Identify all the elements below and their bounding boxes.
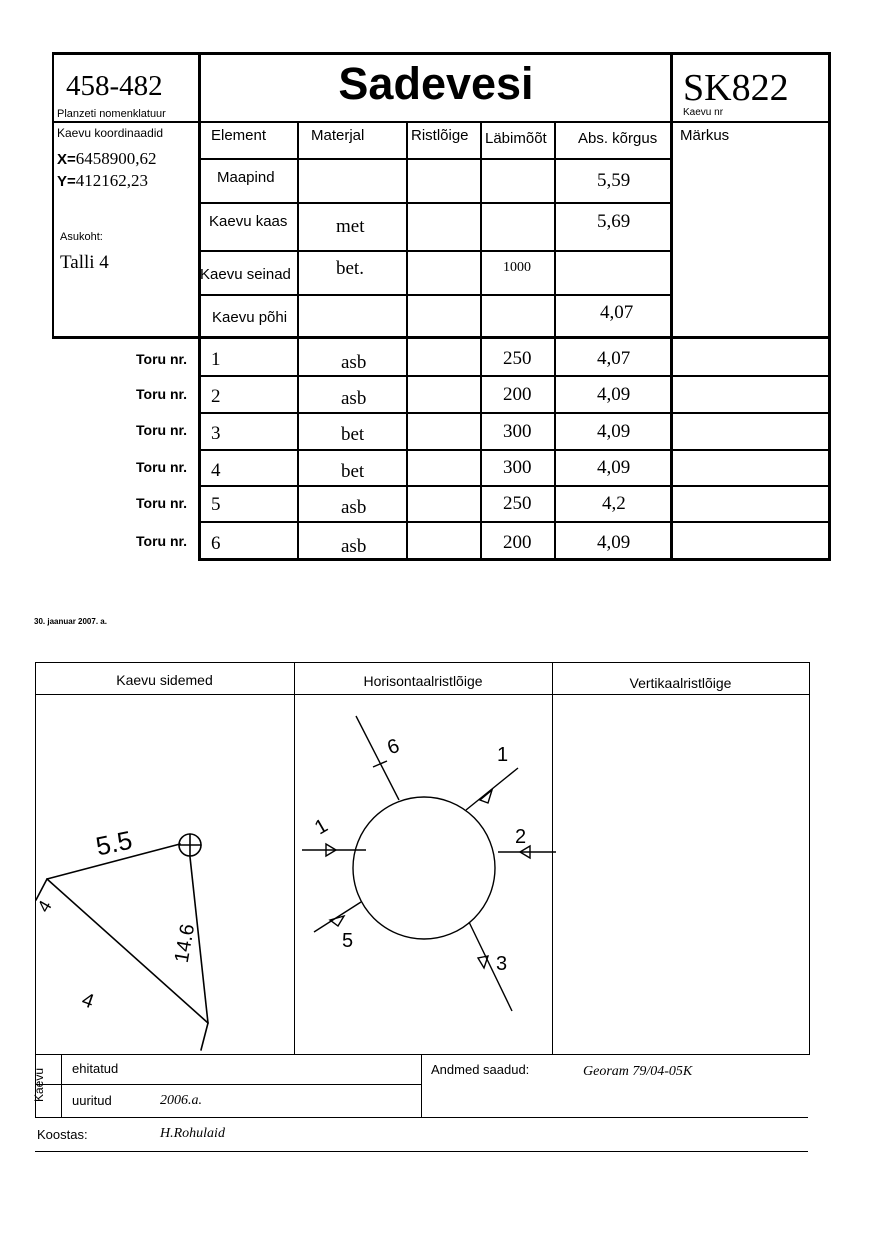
pipe-label: Toru nr. — [136, 533, 188, 549]
location-label: Asukoht: — [60, 231, 103, 243]
pipe-mark-2: 2 — [515, 826, 527, 848]
pipe-height: 4,09 — [597, 457, 631, 478]
pipe-number: 2 — [211, 386, 221, 407]
sketch-header-horizontal: Horisontaalristlõige — [363, 673, 483, 689]
pipe-number: 5 — [211, 494, 221, 515]
pipe-label: Toru nr. — [136, 351, 188, 367]
y-value: 412162,23 — [75, 171, 149, 190]
well-number: SK822 — [683, 67, 789, 109]
pipe-diameter: 200 — [503, 532, 532, 553]
pipe-material: asb — [341, 352, 367, 373]
sketch-header-vertical: Vertikaalristlõige — [629, 675, 732, 691]
pipe-number: 6 — [211, 533, 221, 554]
element-height: 5,69 — [597, 211, 631, 232]
pipe-height: 4,07 — [597, 348, 631, 369]
surveyed-label: uuritud — [72, 1093, 112, 1108]
coordinates-label: Kaevu koordinaadid — [57, 126, 164, 140]
pipe-height: 4,09 — [597, 384, 631, 405]
pipe-material: bet — [341, 461, 365, 482]
document-date: 30. jaanuar 2007. a. — [34, 617, 107, 626]
pipe-label: Toru nr. — [136, 422, 188, 438]
element-height: 5,59 — [597, 170, 631, 191]
x-label: X= — [57, 151, 76, 168]
y-label: Y= — [57, 173, 76, 190]
element-row-label: Kaevu kaas — [209, 213, 288, 230]
element-material: met — [336, 216, 365, 237]
pipe-material: bet — [341, 424, 365, 445]
pipe-diameter: 300 — [503, 421, 532, 442]
sketch-header-connections: Kaevu sidemed — [116, 672, 213, 688]
nomenclature-label: Planzeti nomenklatuur — [57, 108, 166, 120]
data-source-label: Andmed saadud: — [431, 1062, 530, 1077]
col-diameter: Läbimõõt — [485, 130, 547, 147]
element-row-label: Maapind — [217, 169, 275, 186]
col-element: Element — [211, 127, 267, 144]
element-material: bet. — [336, 258, 364, 279]
col-remarks: Märkus — [680, 127, 730, 144]
element-height: 4,07 — [600, 302, 634, 323]
element-diameter: 1000 — [503, 260, 531, 275]
pipe-height: 4,09 — [597, 532, 631, 553]
pipe-mark-left: 1 — [310, 814, 332, 840]
pipe-mark-3: 3 — [496, 953, 508, 975]
pipe-number: 3 — [211, 423, 221, 444]
pipe-material: asb — [341, 388, 367, 409]
pipe-diameter: 250 — [503, 348, 532, 369]
connection-length-top: 5.5 — [93, 824, 135, 862]
footer-side-label: Kaevu — [32, 1067, 47, 1103]
location-value: Talli 4 — [60, 252, 109, 273]
well-number-label: Kaevu nr — [683, 107, 724, 118]
pipe-mark-1: 1 — [497, 744, 509, 766]
pipe-number: 1 — [211, 349, 221, 370]
nomenclature-value: 458-482 — [66, 70, 163, 102]
pipe-material: asb — [341, 536, 367, 557]
page-title: Sadevesi — [338, 58, 534, 109]
built-label: ehitatud — [72, 1061, 119, 1076]
pipe-number: 4 — [211, 460, 221, 481]
element-row-label: Kaevu seinad — [200, 266, 291, 283]
author-label: Koostas: — [37, 1127, 88, 1142]
surveyed-value: 2006.a. — [160, 1093, 202, 1108]
pipe-label: Toru nr. — [136, 495, 188, 511]
element-row-label: Kaevu põhi — [212, 309, 288, 326]
connection-mark-left: 4 — [33, 896, 56, 916]
connection-mark-bottom: 4 — [78, 988, 97, 1014]
pipe-label: Toru nr. — [136, 459, 188, 475]
pipe-mark-6: 6 — [384, 734, 403, 760]
pipe-material: asb — [341, 497, 367, 518]
data-source-value: Georam 79/04-05K — [583, 1064, 693, 1079]
col-cross-section: Ristlõige — [411, 127, 469, 144]
pipe-diameter: 200 — [503, 384, 532, 405]
pipe-diameter: 300 — [503, 457, 532, 478]
x-value: 6458900,62 — [75, 149, 157, 168]
pipe-height: 4,09 — [597, 421, 631, 442]
connection-length-right: 14.6 — [170, 922, 200, 965]
author-value: H.Rohulaid — [160, 1126, 225, 1141]
pipe-diameter: 250 — [503, 493, 532, 514]
pipe-mark-5: 5 — [342, 930, 354, 952]
col-material: Materjal — [311, 127, 365, 144]
pipe-label: Toru nr. — [136, 386, 188, 402]
col-height: Abs. kõrgus — [578, 130, 658, 147]
pipe-height: 4,2 — [602, 493, 626, 514]
